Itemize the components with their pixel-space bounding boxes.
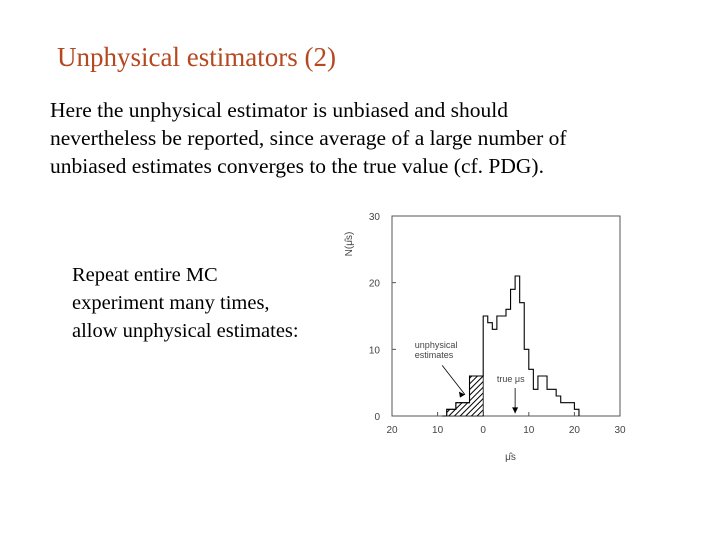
- body-line: Here the unphysical estimator is unbiased and should: [50, 98, 508, 122]
- x-tick-label: 0: [480, 425, 486, 436]
- annotation-unphysical-label: unphysical: [414, 340, 458, 350]
- body-line: nevertheless be reported, since average of a large number of: [50, 126, 567, 150]
- bullet-text: [72, 261, 299, 345]
- x-tick-label: 30: [614, 425, 626, 436]
- y-tick-label: 20: [368, 278, 380, 290]
- body-line: unbiased estimates converges to the true value (cf. PDG).: [50, 154, 544, 178]
- y-axis-label: N(μ̂s): [344, 231, 355, 257]
- y-tick-label: 10: [368, 345, 380, 357]
- slide-body-text: [50, 96, 690, 180]
- x-tick-label: 20: [386, 425, 398, 436]
- histogram-chart: [336, 200, 656, 470]
- arrowhead-icon: [512, 407, 518, 413]
- y-tick-label: 30: [368, 212, 380, 223]
- x-axis-label: μ̂s: [505, 452, 516, 463]
- arrowhead-icon: [459, 392, 465, 398]
- x-tick-label: 10: [432, 425, 444, 436]
- x-tick-label: 10: [523, 425, 535, 436]
- x-tick-label: 20: [568, 425, 580, 436]
- bullet-line: experiment many times,: [72, 292, 270, 314]
- bullet-line: Repeat entire MC: [72, 264, 218, 286]
- slide-title: Unphysical estimators (2): [57, 42, 336, 72]
- bullet-line: allow unphysical estimates:: [72, 320, 299, 342]
- annotation-true-label: true μs: [496, 374, 525, 384]
- annotation-unphysical-arrow: [442, 365, 465, 394]
- annotation-unphysical-label: estimates: [414, 350, 454, 360]
- y-tick-label: 0: [374, 412, 380, 423]
